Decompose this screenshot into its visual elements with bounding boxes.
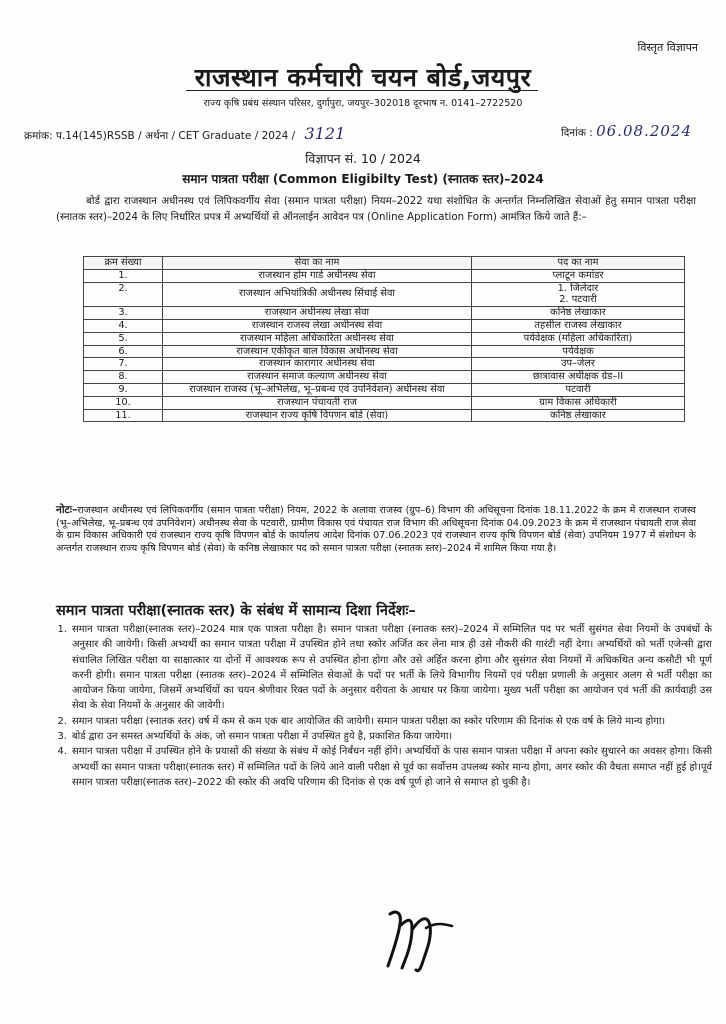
serial-cell: 8.: [84, 371, 163, 384]
date-handwritten: 06.08.2024: [596, 122, 692, 140]
advertisement-title: समान पात्रता परीक्षा (Common Eligibilty Test) (स्नातक स्तर)–2024: [182, 172, 544, 186]
issue-date: [561, 122, 692, 140]
intro-paragraph: बोर्ड द्वारा राजस्थान अधीनस्थ एवं लिपिकवर्गीय सेवा (समान पात्रता परीक्षा) नियम–2022 यथा संशोधित के अन्तर्गत निम्नलिखित सेवाओं हेतु समान पात्रता परीक्षा (स्नातक स्तर)–2024 के लिए निर्धारित प्रपत्र में अभ्यर्थियों से ऑनलाईन आवेदन पत्र (Online Application Form) आमंत्रित किये जाते हैं:–: [56, 196, 696, 223]
guidelines-list: [56, 622, 712, 790]
service-cell: राजस्थान राजस्व लेखा अधीनस्थ सेवा: [163, 319, 472, 332]
reference-handwritten-number: 3121: [304, 124, 346, 143]
serial-cell: 7.: [84, 358, 163, 371]
date-label: दिनांक :: [560, 127, 593, 139]
service-cell: राजस्थान महिला अधिकारिता अधीनस्थ सेवा: [163, 332, 472, 345]
post-cell: [472, 282, 685, 307]
serial-cell: 11.: [84, 409, 163, 422]
services-table: [83, 256, 685, 422]
post-cell: तहसील राजस्व लेखाकार: [472, 319, 685, 332]
header-service: सेवा का नाम: [163, 257, 472, 270]
post-cell: पर्यवेक्षक (महिला अधिकारिता): [472, 332, 685, 345]
header-post: पद का नाम: [472, 257, 685, 270]
service-cell: राजस्थान एकीकृत बाल विकास अधीनस्थ सेवा: [163, 345, 472, 358]
note-paragraph: [56, 504, 696, 555]
serial-cell: 2.: [84, 282, 163, 307]
table-row: [84, 269, 685, 282]
service-cell: राजस्थान राज्य कृषि विपणन बोर्ड (सेवा): [163, 409, 472, 422]
list-item: 1. समान पात्रता परीक्षा(स्नातक स्तर)–2024 मात्र एक पात्रता परीक्षा है। समान पात्रता परीक्षा (स्नातक स्तर)–2024 में सम्मिलित पद पर भर्ती सुसंगत सेवा नियमों के उपबंधों के अनुसार की जायेगी। किसी अभ्यर्थी का समान पात्रता परीक्षा में उपस्थित होने तथा स्कोर अर्जित कर लेना मात्र ही उसे नौकरी की गारंटी नहीं देगा। अभ्यर्थियों को भर्ती एजेन्सी द्वारा संचालित लिखित परीक्षा या साक्षात्कार या दोनों में आवश्यक रूप से उपस्थित होना होगा और उसे अर्हित करना होगा और सुसंगत सेवा नियमों में अधिकथित अन्य कसौटी भी पूर्ण करनी होगी। समान पात्रता परीक्षा (स्नातक स्तर)–2024 में सम्मिलित सेवाओं के पदों पर भर्ती के लिये विभागीय नियमों एवं परीक्षा प्रणाली के अनुसार अलग से भर्ती परीक्षा का आयोजन किया जायेगा, जिसमें अभ्यर्थियों का चयन श्रेणीवार रिक्त पदों के अनुसार वरीयता के आधार पर किया जायेगा। मुख्य भर्ती परीक्षा का आयोजन एवं भर्ती की कार्यवाही उस सेवा के सेवा नियमों के अनुसार की जावेगी।: [70, 622, 712, 714]
post-cell: ग्राम विकास अधिकारी: [472, 396, 685, 409]
post-line: 2. पटवारी: [559, 294, 597, 306]
service-cell: राजस्थान अधीनस्थ लेखा सेवा: [163, 307, 472, 320]
post-cell: पटवारी: [472, 383, 685, 396]
table-row: [84, 307, 685, 320]
organization-title: राजस्थान कर्मचारी चयन बोर्ड,जयपुर: [194, 63, 532, 92]
serial-cell: 5.: [84, 332, 163, 345]
note-text: राजस्थान अधीनस्थ एवं लिपिकवर्गीय (समान पात्रता परीक्षा) नियम, 2022 के अलावा राजस्व (ग्रुप–6) विभाग की अधिसूचना दिनांक 18.11.2022 के क्रम में राजस्थान राजस्व (भू–अभिलेख, भू–प्रबन्ध एवं उपनिवेशन) अधीनस्थ सेवा के पटवारी, ग्रामीण विकास एवं पंचायत राज विभाग की अधिसूचना दिनांक 04.09.2023 के क्रम में राजस्थान पंचायती राज सेवा के ग्राम विकास अधिकारी एवं राजस्थान राज्य कृषि विपणन बोर्ड के कार्यालय आदेश दिनांक 07.06.2023 एवं राजस्थान राज्य कृषि विपणन बोर्ड (सेवा) उपनियम 1977 में संशोधन के अन्तर्गत राजस्थान राज्य कृषि विपणन बोर्ड (सेवा) के कनिष्ठ लेखाकार पद को समान पात्रता परीक्षा (स्नातक स्तर)–2024 में शामिल किया गया है।: [56, 505, 696, 554]
serial-cell: 1.: [84, 269, 163, 282]
serial-cell: 3.: [84, 307, 163, 320]
serial-cell: 9.: [84, 383, 163, 396]
note-label: नोटः–: [56, 504, 78, 516]
table-row: [84, 282, 685, 307]
table-row: [84, 332, 685, 345]
service-cell: राजस्थान कारागार अधीनस्थ सेवा: [163, 358, 472, 371]
organization-address: राज्य कृषि प्रबंध संस्थान परिसर, दुर्गापुरा, जयपुर–302018 दूरभाष न. 0141–2722520: [203, 98, 523, 109]
list-item: 2. समान पात्रता परीक्षा (स्नातक स्तर) वर्ष में कम से कम एक बार आयोजित की जायेगी। समान पात्रता परीक्षा का स्कोर परिणाम की दिनांक से एक वर्ष के लिये मान्य होगा।: [70, 714, 712, 729]
reference-label: क्रमांक: प.14(145)RSSB / अर्थना / CET Graduate / 2024 /: [24, 130, 296, 142]
service-cell: राजस्थान राजस्व (भू–अभिलेख, भू–प्रबन्ध एवं उपनिवेशन) अधीनस्थ सेवा: [163, 383, 472, 396]
table-row: [84, 345, 685, 358]
table-row: [84, 371, 685, 384]
table-header-row: [84, 257, 685, 270]
document-tag: विस्तृत विज्ञापन: [637, 41, 698, 54]
header-serial: क्रम संख्या: [84, 257, 163, 270]
table-row: [84, 409, 685, 422]
list-item: 4. समान पात्रता परीक्षा में उपस्थित होने के प्रयासों की संख्या के संबंध में कोई निर्बंधन नहीं होंगे। अभ्यर्थियों के पास समान पात्रता परीक्षा में अपना स्कोर सुधारने का अवसर होगा। किसी अभ्यर्थी का समान पात्रता परीक्षा(स्नातक स्तर) में सम्मिलित पदों के लिये आने वाली परीक्षा से पूर्व का सर्वोत्तम उपलब्ध स्कोर मान्य होगा, अगर स्कोर की वैधता समाप्त नहीं हुई हो।पूर्व समान पात्रता परीक्षा(स्नातक स्तर)–2022 की स्कोर की अवधि परिणाम की दिनांक से एक वर्ष पूर्ण हो जाने से समाप्त हो चुकी है।: [70, 744, 712, 790]
title-underline: [186, 90, 538, 91]
table-row: [84, 319, 685, 332]
service-cell: राजस्थान होम गार्ड अधीनस्थ सेवा: [163, 269, 472, 282]
post-cell: छात्रावास अधीक्षक ग्रेड–II: [472, 371, 685, 384]
post-cell: कनिष्ठ लेखाकार: [472, 409, 685, 422]
list-item: 3. बोर्ड द्वारा उन समस्त अभ्यर्थियों के अंक, जो समान पात्रता परीक्षा में उपस्थित हुये है, प्रकाशित किया जायेगा।: [70, 729, 712, 744]
serial-cell: 6.: [84, 345, 163, 358]
signature: [382, 904, 462, 974]
reference-number: [24, 124, 345, 143]
guidelines-heading: समान पात्रता परीक्षा(स्नातक स्तर) के संबंध में सामान्य दिशा निर्देशः–: [56, 603, 416, 619]
service-cell: राजस्थान पंचायती राज: [163, 396, 472, 409]
service-cell: राजस्थान अभियांत्रिकी अधीनस्थ सिंचाई सेवा: [163, 282, 472, 307]
serial-cell: 4.: [84, 319, 163, 332]
table-row: [84, 396, 685, 409]
post-cell: उप–जेलर: [472, 358, 685, 371]
post-cell: प्लाटून कमांडर: [472, 269, 685, 282]
post-cell: पर्यवेक्षक: [472, 345, 685, 358]
post-cell: कनिष्ठ लेखाकार: [472, 307, 685, 320]
advertisement-number: विज्ञापन सं. 10 / 2024: [305, 151, 421, 166]
post-line: 1. जिलेदार: [557, 282, 599, 294]
table-row: [84, 358, 685, 371]
service-cell: राजस्थान समाज कल्याण अधीनस्थ सेवा: [163, 371, 472, 384]
serial-cell: 10.: [84, 396, 163, 409]
table-row: [84, 383, 685, 396]
